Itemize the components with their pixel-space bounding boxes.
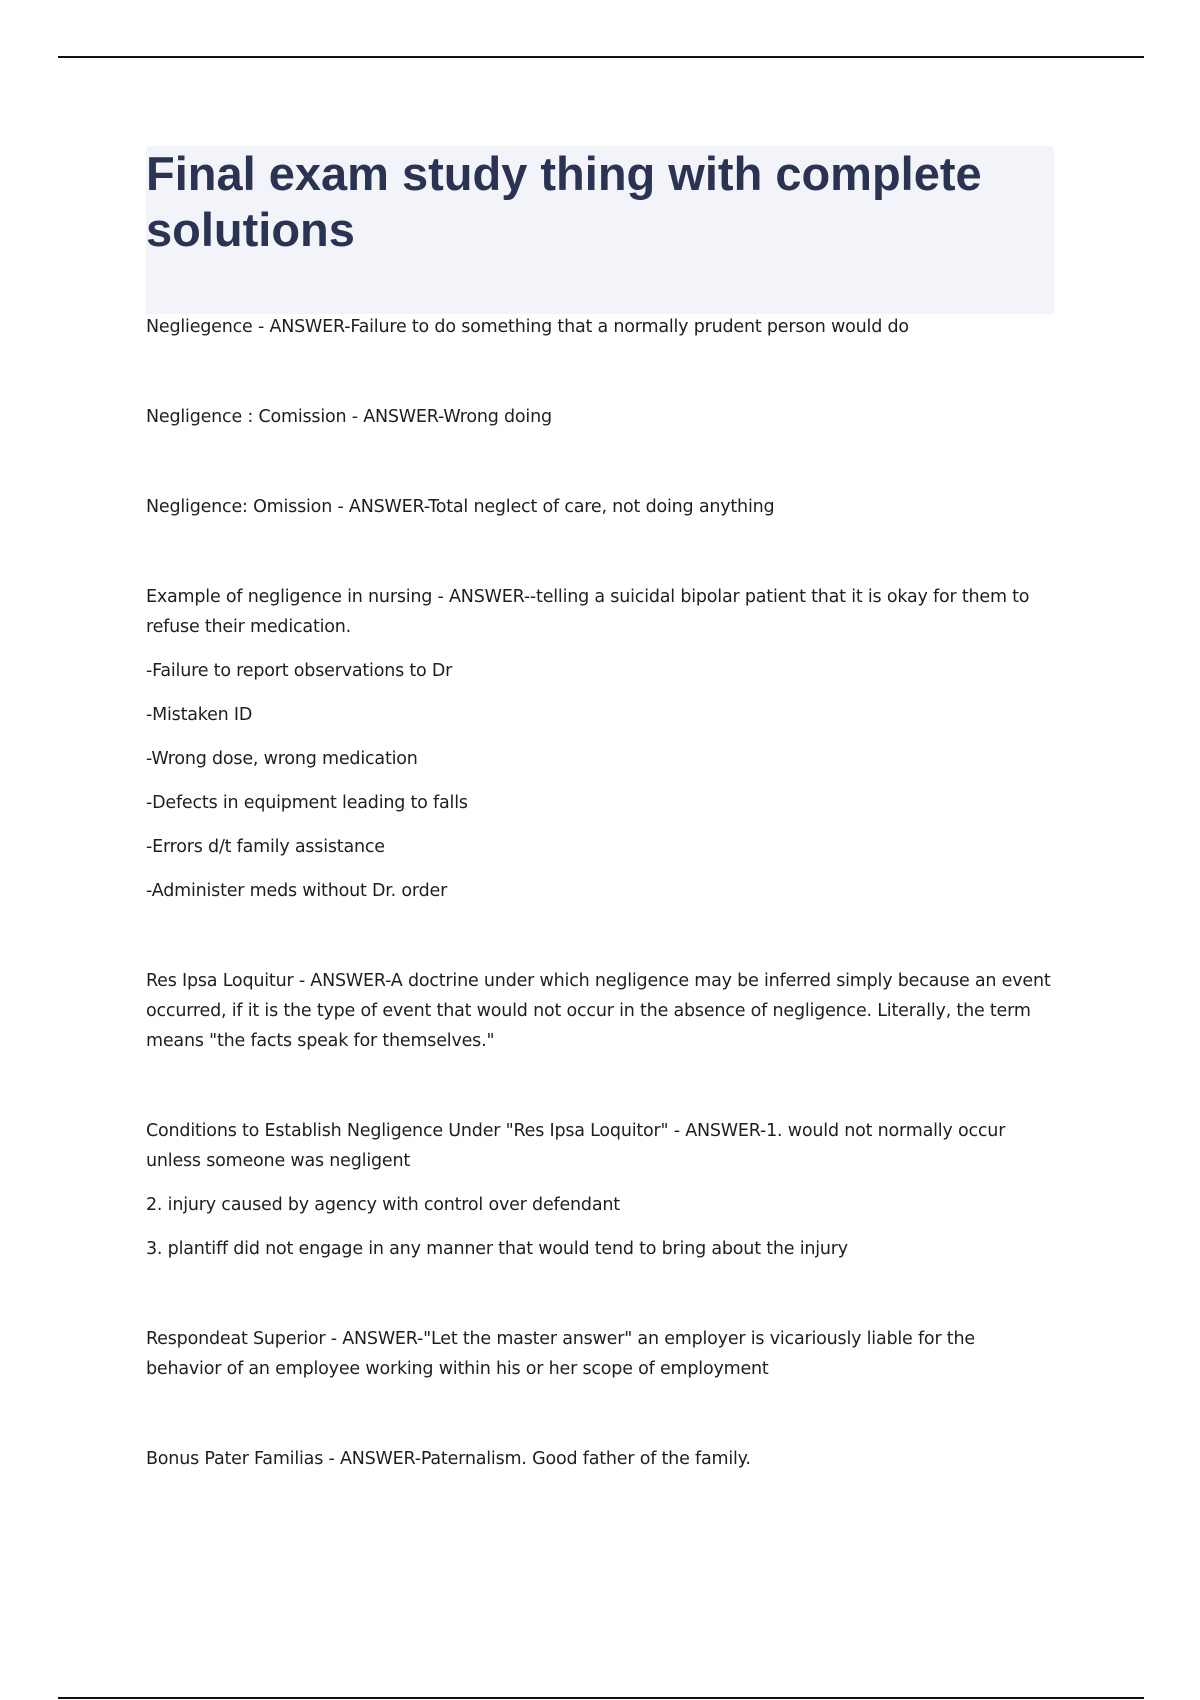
qa-text: Negliegence - ANSWER-Failure to do something that a normally prudent person would do — [146, 317, 909, 337]
qa-subline: -Errors d/t family assistance — [146, 837, 385, 857]
title-banner — [146, 146, 1054, 314]
qa-item — [146, 966, 1054, 1056]
qa-subline: 2. injury caused by agency with control over defendant — [146, 1195, 620, 1215]
document-title: Final exam study thing with complete solutions — [146, 147, 982, 256]
top-rule — [58, 56, 1144, 58]
qa-subline: -Mistaken ID — [146, 705, 253, 725]
qa-text: Bonus Pater Familias - ANSWER-Paternalism. Good father of the family. — [146, 1449, 751, 1469]
bottom-rule — [58, 1697, 1144, 1699]
qa-text: Negligence : Comission - ANSWER-Wrong doing — [146, 407, 552, 427]
qa-text: Respondeat Superior - ANSWER-"Let the master answer" an employer is vicariously liable for the behavior of an employee working within his or her scope of employment — [146, 1329, 975, 1379]
qa-item — [146, 492, 1054, 522]
qa-item — [146, 312, 1054, 342]
qa-subline: -Administer meds without Dr. order — [146, 881, 448, 901]
qa-item — [146, 582, 1054, 906]
qa-text: Negligence: Omission - ANSWER-Total neglect of care, not doing anything — [146, 497, 775, 517]
qa-item — [146, 1116, 1054, 1264]
qa-list — [146, 312, 1054, 1474]
qa-subline: 3. plantiff did not engage in any manner that would tend to bring about the injury — [146, 1239, 848, 1259]
qa-subline: -Wrong dose, wrong medication — [146, 749, 418, 769]
qa-item — [146, 1444, 1054, 1474]
qa-text: Example of negligence in nursing - ANSWER--telling a suicidal bipolar patient that it is okay for them to refuse their medication. — [146, 587, 1030, 637]
qa-subline: -Failure to report observations to Dr — [146, 661, 453, 681]
qa-item — [146, 1324, 1054, 1384]
qa-text: Res Ipsa Loquitur - ANSWER-A doctrine under which negligence may be inferred simply because an event occurred, if it is the type of event that would not occur in the absence of negligence. Literally, the term means "the facts speak for themselves." — [146, 971, 1051, 1051]
qa-item — [146, 402, 1054, 432]
qa-subline: -Defects in equipment leading to falls — [146, 793, 468, 813]
qa-text: Conditions to Establish Negligence Under "Res Ipsa Loquitor" - ANSWER-1. would not normally occur unless someone was negligent — [146, 1121, 1006, 1171]
